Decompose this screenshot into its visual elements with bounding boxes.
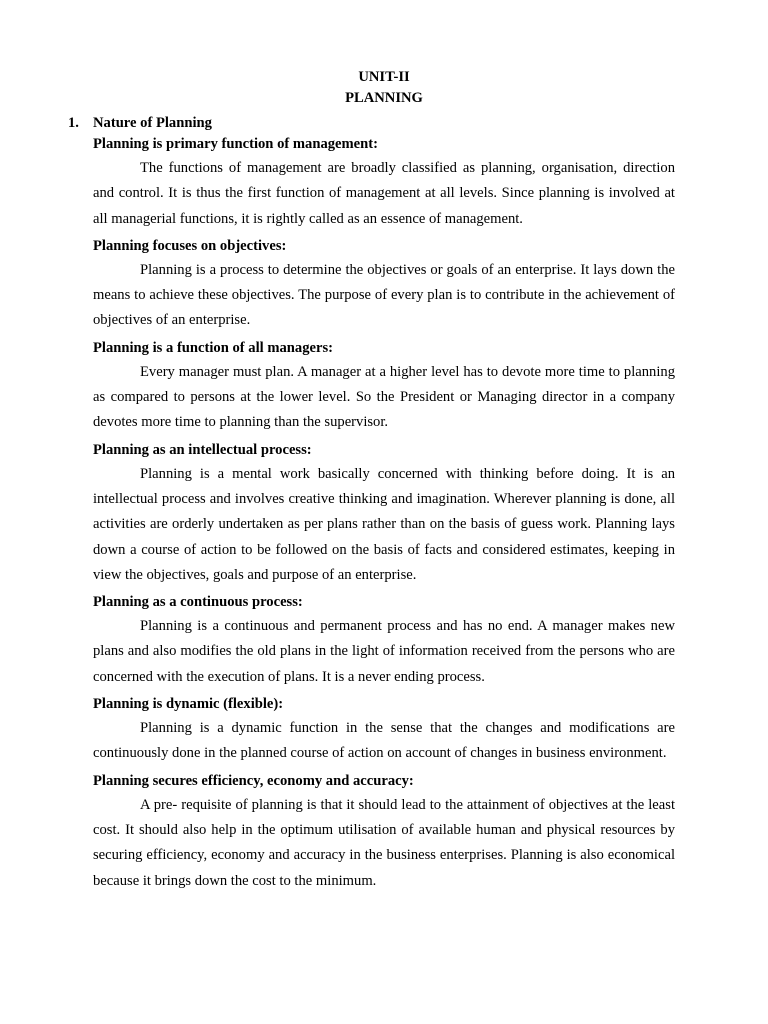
unit-label: UNIT-II xyxy=(358,69,410,85)
subsection-text: A pre- requisite of planning is that it should lead to the attainment of objectives at the least cost. It should also help in the optimum utilisation of available human and physical resources by securing efficiency, economy and accuracy in the business enterprises. Planning is also economical because it brings down the cost to the minimum. xyxy=(93,796,675,889)
section-title: Nature of Planning xyxy=(93,115,212,131)
section-number: 1. xyxy=(68,115,79,131)
subsection-all-managers xyxy=(93,338,675,436)
subsection-heading: Planning secures efficiency, economy and accuracy: xyxy=(93,772,414,789)
subsection-dynamic xyxy=(93,694,675,767)
subsection-text: Planning is a process to determine the objectives or goals of an enterprise. It lays down the means to achieve these objectives. The purpose of every plan is to contribute in the achievement of objectives of an enterprise. xyxy=(93,261,675,329)
subsection-text: Planning is a continuous and permanent process and has no end. A manager makes new plans and also modifies the old plans in the light of information received from the persons who are concerned with the execution of plans. It is a never ending process. xyxy=(93,618,675,685)
subsection-primary-function xyxy=(93,134,675,232)
subsection-text: The functions of management are broadly classified as planning, organisation, direction and control. It is thus the first function of management at all levels. Since planning is involved at all managerial functions, it is rightly called as an essence of management. xyxy=(93,160,675,227)
subsection-heading: Planning is a function of all managers: xyxy=(93,339,334,356)
subsection-intellectual-process xyxy=(93,440,675,588)
subsection-text: Every manager must plan. A manager at a higher level has to devote more time to planning as compared to persons at the lower level. So the President or Managing director in a company devotes more time to planning than the supervisor. xyxy=(93,363,675,431)
subsection-heading: Planning as a continuous process: xyxy=(93,594,303,611)
subsection-heading: Planning is dynamic (flexible): xyxy=(93,696,284,713)
section-heading xyxy=(68,113,675,133)
subsection-text: Planning is a dynamic function in the sense that the changes and modifications are continuously done in the planned course of action on account of changes in business environment. xyxy=(93,720,675,762)
subsection-text: Planning is a mental work basically concerned with thinking before doing. It is an intellectual process and involves creative thinking and imagination. Wherever planning is done, all activities are orderly undertaken as per plans rather than on the basis of guess work. Planning lays down a course of action to be followed on the basis of facts and considered estimates, keeping in view the objectives, goals and purpose of an enterprise. xyxy=(93,465,675,583)
subsection-objectives xyxy=(93,236,675,334)
subsection-heading: Planning as an intellectual process: xyxy=(93,441,312,458)
document-title: PLANNING xyxy=(345,90,423,106)
subsection-heading: Planning focuses on objectives: xyxy=(93,237,287,254)
subsection-efficiency xyxy=(93,771,675,894)
subsection-continuous-process xyxy=(93,592,675,690)
document-header xyxy=(93,0,675,109)
subsection-heading: Planning is primary function of management: xyxy=(93,136,378,152)
